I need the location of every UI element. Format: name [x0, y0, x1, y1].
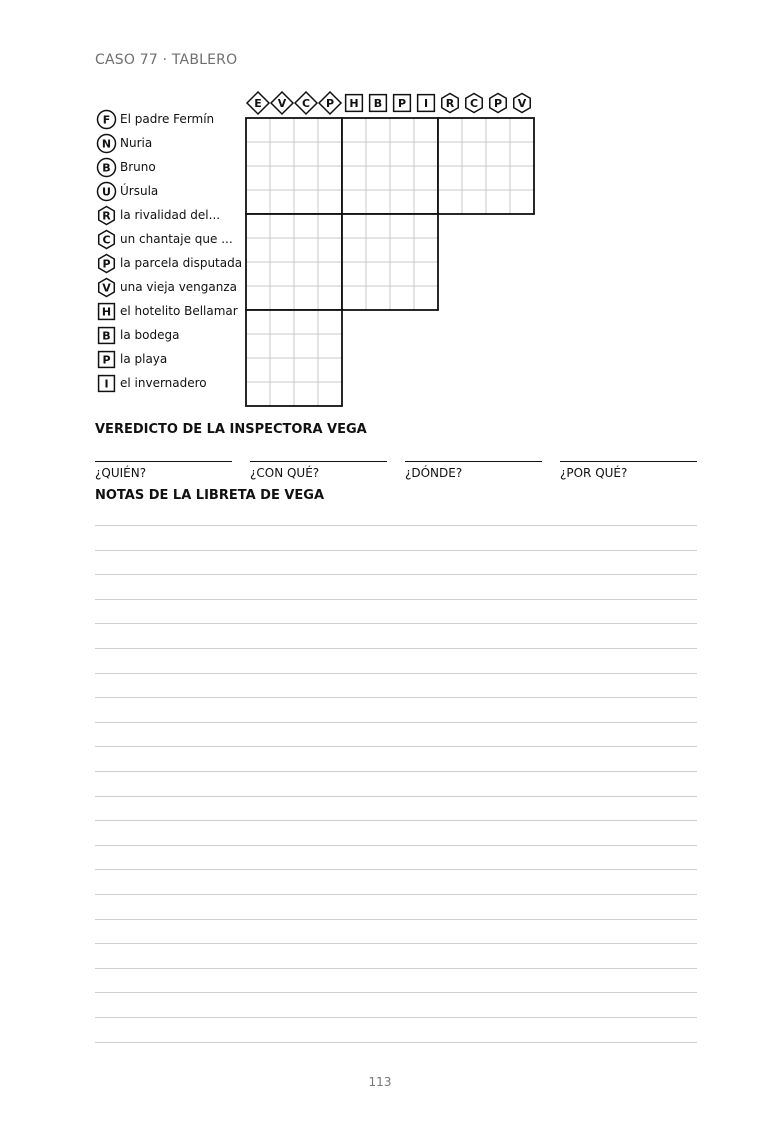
- legend-label: el invernadero: [120, 376, 207, 390]
- grid-cell[interactable]: [318, 358, 342, 382]
- svg-text:B: B: [373, 97, 383, 111]
- grid-cell[interactable]: [438, 190, 462, 214]
- notes-title: NOTAS DE LA LIBRETA DE VEGA: [95, 488, 325, 503]
- grid-block: [246, 310, 342, 406]
- grid-cell[interactable]: [318, 286, 342, 310]
- grid-cell[interactable]: [342, 142, 366, 166]
- legend-item: [96, 108, 214, 130]
- legend-n-circle-icon: [96, 133, 117, 154]
- notes-line[interactable]: [95, 623, 697, 624]
- legend-p-hexagon-icon: [96, 253, 117, 274]
- page-number: 113: [368, 1075, 392, 1089]
- legend-label: el hotelito Bellamar: [120, 304, 238, 318]
- grid-cell[interactable]: [294, 142, 318, 166]
- grid-cell[interactable]: [270, 190, 294, 214]
- verdict-title: VEREDICTO DE LA INSPECTORA VEGA: [95, 422, 367, 437]
- grid-cell[interactable]: [510, 166, 534, 190]
- grid-cell[interactable]: [246, 238, 270, 262]
- notes-line[interactable]: [95, 992, 697, 993]
- svg-text:P: P: [493, 97, 503, 111]
- grid-cell[interactable]: [270, 286, 294, 310]
- svg-text:R: R: [445, 97, 455, 111]
- grid-cell[interactable]: [486, 166, 510, 190]
- grid-cell[interactable]: [270, 382, 294, 406]
- grid-cell[interactable]: [390, 190, 414, 214]
- verdict-donde-line[interactable]: [405, 461, 542, 462]
- legend-i-square-icon: [96, 373, 117, 394]
- grid-cell[interactable]: [390, 214, 414, 238]
- column-header-h-square-icon: [346, 95, 363, 112]
- grid-cell[interactable]: [342, 190, 366, 214]
- grid-cell[interactable]: [342, 238, 366, 262]
- grid-cell[interactable]: [318, 382, 342, 406]
- grid-cell[interactable]: [342, 118, 366, 142]
- legend-v-hexagon-icon: [96, 277, 117, 298]
- legend-label: El padre Fermín: [120, 112, 215, 126]
- svg-text:V: V: [277, 97, 287, 111]
- legend-b-square-icon: [96, 325, 117, 346]
- notes-line[interactable]: [95, 697, 697, 698]
- grid-cell[interactable]: [462, 166, 486, 190]
- grid-cell[interactable]: [390, 262, 414, 286]
- legend-item: [96, 300, 238, 322]
- legend-item: [96, 324, 179, 346]
- notes-line[interactable]: [95, 525, 697, 526]
- grid-cell[interactable]: [438, 142, 462, 166]
- verdict-quien-line[interactable]: [95, 461, 232, 462]
- svg-text:E: E: [254, 97, 262, 111]
- grid-cell[interactable]: [294, 166, 318, 190]
- notes-line[interactable]: [95, 1042, 697, 1043]
- notes-line[interactable]: [95, 574, 697, 575]
- svg-text:B: B: [102, 161, 111, 175]
- grid-cell[interactable]: [414, 142, 438, 166]
- svg-text:F: F: [102, 113, 111, 127]
- grid-cell[interactable]: [294, 190, 318, 214]
- verdict-quien-label: ¿QUIÉN?: [95, 466, 147, 480]
- column-header-v-hexagon-icon: [514, 94, 530, 113]
- grid-cell[interactable]: [390, 238, 414, 262]
- verdict-donde-label: ¿DÓNDE?: [405, 466, 463, 480]
- grid-cell[interactable]: [318, 142, 342, 166]
- grid-block: [342, 214, 438, 310]
- grid-cell[interactable]: [414, 238, 438, 262]
- grid-cell[interactable]: [270, 118, 294, 142]
- legend-item: [96, 252, 242, 274]
- legend-f-circle-icon: [96, 109, 117, 130]
- svg-text:P: P: [397, 97, 407, 111]
- grid-cell[interactable]: [414, 262, 438, 286]
- grid-cell[interactable]: [318, 310, 342, 334]
- notes-line[interactable]: [95, 648, 697, 649]
- legend-item: [96, 204, 220, 226]
- svg-text:R: R: [102, 209, 111, 223]
- grid-cell[interactable]: [318, 262, 342, 286]
- column-header-v-diamond-icon: [271, 92, 293, 114]
- grid-cell[interactable]: [270, 166, 294, 190]
- grid-cell[interactable]: [294, 310, 318, 334]
- grid-cell[interactable]: [486, 118, 510, 142]
- grid-cell[interactable]: [270, 238, 294, 262]
- grid-cell[interactable]: [438, 118, 462, 142]
- column-header-e-diamond-icon: [247, 92, 269, 114]
- grid-cell[interactable]: [486, 142, 510, 166]
- grid-cell[interactable]: [294, 214, 318, 238]
- svg-text:C: C: [102, 233, 111, 247]
- notes-line[interactable]: [95, 894, 697, 895]
- grid-cell[interactable]: [342, 214, 366, 238]
- legend-item: [96, 276, 237, 298]
- grid-cell[interactable]: [414, 118, 438, 142]
- grid-cell[interactable]: [510, 118, 534, 142]
- grid-cell[interactable]: [294, 262, 318, 286]
- grid-cell[interactable]: [366, 118, 390, 142]
- grid-cell[interactable]: [294, 358, 318, 382]
- svg-text:I: I: [423, 97, 429, 111]
- grid-cell[interactable]: [318, 190, 342, 214]
- legend-item: [96, 348, 167, 370]
- svg-text:U: U: [102, 185, 111, 199]
- notes-line[interactable]: [95, 722, 697, 723]
- grid-cell[interactable]: [462, 190, 486, 214]
- svg-text:H: H: [349, 97, 359, 111]
- legend-label: la parcela disputada: [120, 256, 243, 270]
- notes-line[interactable]: [95, 820, 697, 821]
- grid-cell[interactable]: [366, 262, 390, 286]
- legend-p-square-icon: [96, 349, 117, 370]
- notes-line[interactable]: [95, 919, 697, 920]
- legend-label: Úrsula: [120, 184, 159, 198]
- legend-item: [96, 372, 207, 394]
- legend-b-circle-icon: [96, 157, 117, 178]
- grid-cell[interactable]: [390, 166, 414, 190]
- grid-cell[interactable]: [246, 214, 270, 238]
- svg-text:N: N: [101, 137, 112, 151]
- grid-cell[interactable]: [246, 190, 270, 214]
- grid-cell[interactable]: [366, 166, 390, 190]
- grid-cell[interactable]: [438, 166, 462, 190]
- grid-block: [342, 118, 438, 214]
- svg-text:P: P: [102, 353, 111, 367]
- verdict-por-que-label: ¿POR QUÉ?: [560, 466, 628, 480]
- svg-text:V: V: [517, 97, 527, 111]
- grid-cell[interactable]: [246, 142, 270, 166]
- grid-cell[interactable]: [414, 214, 438, 238]
- grid-cell[interactable]: [366, 142, 390, 166]
- verdict-con-que-line[interactable]: [250, 461, 387, 462]
- grid-cell[interactable]: [294, 382, 318, 406]
- grid-cell[interactable]: [366, 214, 390, 238]
- notes-line[interactable]: [95, 771, 697, 772]
- column-header-p-hexagon-icon: [490, 94, 506, 113]
- legend-item: [96, 156, 156, 178]
- grid-cell[interactable]: [342, 166, 366, 190]
- legend-c-hexagon-icon: [96, 229, 117, 250]
- grid-cell[interactable]: [246, 334, 270, 358]
- legend-u-circle-icon: [96, 181, 117, 202]
- grid-cell[interactable]: [270, 142, 294, 166]
- notes-line[interactable]: [95, 845, 697, 846]
- legend-label: Nuria: [120, 136, 153, 150]
- grid-cell[interactable]: [294, 286, 318, 310]
- column-header-b-square-icon: [370, 95, 387, 112]
- grid-cell[interactable]: [294, 334, 318, 358]
- grid-cell[interactable]: [462, 118, 486, 142]
- legend-label: la bodega: [120, 328, 180, 342]
- grid-cell[interactable]: [246, 310, 270, 334]
- grid-cell[interactable]: [414, 166, 438, 190]
- notes-line[interactable]: [95, 550, 697, 551]
- legend-item: [96, 228, 233, 250]
- grid-cell[interactable]: [342, 286, 366, 310]
- grid-cell[interactable]: [414, 286, 438, 310]
- grid-cell[interactable]: [318, 118, 342, 142]
- grid-cell[interactable]: [246, 382, 270, 406]
- notes-line[interactable]: [95, 746, 697, 747]
- grid-cell[interactable]: [510, 190, 534, 214]
- grid-cell[interactable]: [318, 214, 342, 238]
- legend-label: Bruno: [120, 160, 156, 174]
- grid-cell[interactable]: [270, 262, 294, 286]
- svg-text:V: V: [102, 281, 111, 295]
- verdict-por-que-line[interactable]: [560, 461, 697, 462]
- grid-cell[interactable]: [294, 238, 318, 262]
- svg-text:B: B: [102, 329, 111, 343]
- grid-cell[interactable]: [318, 166, 342, 190]
- legend-label: una vieja venganza: [120, 280, 238, 294]
- grid-cell[interactable]: [270, 214, 294, 238]
- grid-cell[interactable]: [462, 142, 486, 166]
- column-header-c-hexagon-icon: [466, 94, 482, 113]
- grid-cell[interactable]: [270, 310, 294, 334]
- svg-text:P: P: [102, 257, 111, 271]
- grid-cell[interactable]: [246, 262, 270, 286]
- case-title: CASO 77 · TABLERO: [95, 52, 238, 68]
- legend-item: [96, 180, 158, 202]
- grid-cell[interactable]: [342, 262, 366, 286]
- notes-line[interactable]: [95, 943, 697, 944]
- grid-cell[interactable]: [390, 118, 414, 142]
- column-header-r-hexagon-icon: [442, 94, 458, 113]
- legend-h-square-icon: [96, 301, 117, 322]
- notes-line[interactable]: [95, 673, 697, 674]
- grid-cell[interactable]: [390, 142, 414, 166]
- grid-cell[interactable]: [318, 238, 342, 262]
- grid-cell[interactable]: [510, 142, 534, 166]
- legend-label: un chantaje que ...: [120, 232, 233, 246]
- grid-cell[interactable]: [246, 358, 270, 382]
- notes-line[interactable]: [95, 968, 697, 969]
- notes-line[interactable]: [95, 1017, 697, 1018]
- column-header-p-square-icon: [394, 95, 411, 112]
- notes-line[interactable]: [95, 599, 697, 600]
- grid-block: [246, 214, 342, 310]
- notes-line[interactable]: [95, 796, 697, 797]
- grid-cell[interactable]: [246, 118, 270, 142]
- grid-cell[interactable]: [366, 190, 390, 214]
- column-header-c-diamond-icon: [295, 92, 317, 114]
- column-header-p-diamond-icon: [319, 92, 341, 114]
- grid-cell[interactable]: [294, 118, 318, 142]
- grid-cell[interactable]: [414, 190, 438, 214]
- grid-cell[interactable]: [486, 190, 510, 214]
- grid-cell[interactable]: [366, 238, 390, 262]
- svg-text:C: C: [301, 97, 311, 111]
- legend-item: [96, 132, 152, 154]
- grid-block: [246, 118, 342, 214]
- grid-cell[interactable]: [246, 286, 270, 310]
- legend-label: la playa: [120, 352, 168, 366]
- grid-cell[interactable]: [318, 334, 342, 358]
- svg-text:H: H: [101, 305, 112, 319]
- column-header-i-square-icon: [418, 95, 435, 112]
- grid-cell[interactable]: [246, 166, 270, 190]
- legend-r-hexagon-icon: [96, 205, 117, 226]
- notes-line[interactable]: [95, 869, 697, 870]
- grid-cell[interactable]: [270, 334, 294, 358]
- grid-block: [438, 118, 534, 214]
- legend-label: la rivalidad del...: [120, 208, 221, 222]
- svg-text:C: C: [469, 97, 479, 111]
- svg-text:P: P: [325, 97, 335, 111]
- grid-cell[interactable]: [390, 286, 414, 310]
- grid-cell[interactable]: [270, 358, 294, 382]
- grid-cell[interactable]: [366, 286, 390, 310]
- verdict-con-que-label: ¿CON QUÉ?: [250, 466, 320, 480]
- svg-text:I: I: [104, 377, 109, 391]
